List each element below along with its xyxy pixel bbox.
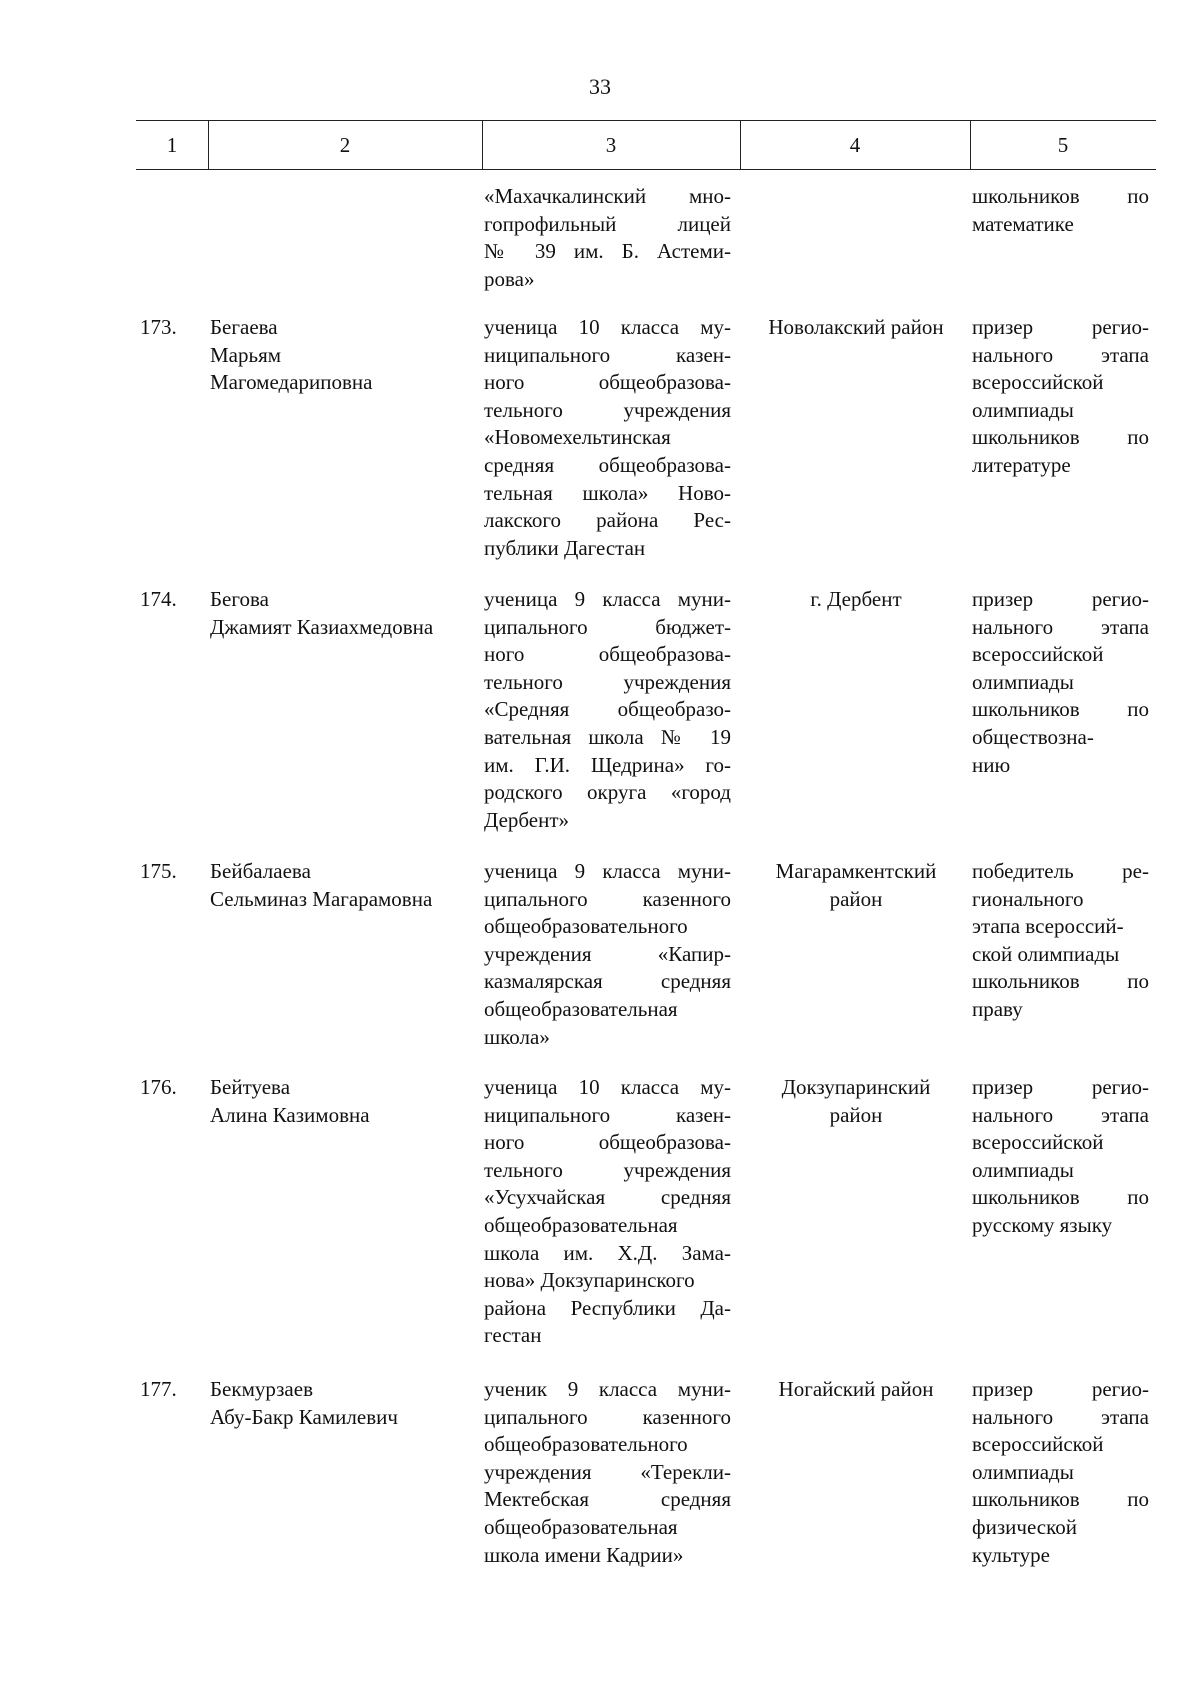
row-number: 174.	[140, 587, 177, 611]
award-cell	[972, 183, 1149, 238]
award-line: нального этапа	[972, 342, 1149, 367]
school-line: тельного учреждения	[484, 1157, 731, 1182]
school-line: общеобразовательная	[484, 1212, 678, 1237]
school-line: публики Дагестан	[484, 535, 646, 560]
award-cell	[972, 314, 1149, 480]
award-line: олимпиады	[972, 1459, 1074, 1484]
award-line: ской олимпиады	[972, 941, 1120, 966]
district-cell	[748, 858, 964, 913]
school-line: тельного учреждения	[484, 669, 731, 694]
school-line: Мектебская средняя	[484, 1487, 731, 1512]
name-line: Бейбалаева	[210, 859, 311, 883]
school-line: лакского района Рес-	[484, 508, 731, 533]
header-col-4: 4	[849, 133, 861, 157]
award-line: праву	[972, 996, 1023, 1021]
school-line: общеобразовательная	[484, 1514, 678, 1539]
school-line: ученица 10 класса му-	[484, 1075, 731, 1099]
name-line: Джамият Казиахмедовна	[210, 614, 434, 639]
school-line: ципального бюджет-	[484, 614, 731, 639]
award-line: школьников по	[972, 697, 1149, 722]
school-line: «Махачкалинский мно-	[484, 184, 731, 208]
name-line: Бекмурзаев	[210, 1377, 313, 1401]
name-line: Марьям	[210, 342, 282, 367]
district-cell	[748, 586, 964, 614]
award-line: нию	[972, 752, 1011, 777]
award-line: математике	[972, 211, 1074, 236]
school-line: общеобразовательного	[484, 1432, 688, 1457]
header-col-3: 3	[605, 133, 617, 157]
award-line: гионального	[972, 886, 1084, 911]
award-line: олимпиады	[972, 1157, 1074, 1182]
school-line: ного общеобразова-	[484, 370, 731, 395]
award-line: литературе	[972, 452, 1071, 477]
district-line: район	[829, 886, 883, 911]
school-line: ученица 9 класса муни-	[484, 587, 731, 611]
award-line: олимпиады	[972, 397, 1074, 422]
school-line: ученица 10 класса му-	[484, 315, 731, 339]
award-line: олимпиады	[972, 669, 1074, 694]
award-line: школьников по	[972, 969, 1149, 994]
school-line: ципального казенного	[484, 886, 731, 911]
school-line: школа имени Кадрии»	[484, 1542, 684, 1567]
school-line: средняя общеобразова-	[484, 452, 731, 477]
award-line: всероссийской	[972, 1432, 1104, 1457]
award-line: этапа всероссий-	[972, 914, 1124, 939]
school-cell	[484, 1074, 731, 1350]
school-line: нова» Докзупаринского	[484, 1268, 695, 1293]
school-line: школа им. Х.Д. Зама-	[484, 1240, 731, 1265]
row-number: 173.	[140, 315, 177, 339]
header-col-1: 1	[166, 133, 178, 157]
school-line: школа»	[484, 1024, 550, 1049]
district-cell	[748, 314, 964, 342]
school-line: им. Г.И. Щедрина» го-	[484, 752, 731, 777]
name-line: Алина Казимовна	[210, 1102, 370, 1127]
school-line: гестан	[484, 1323, 542, 1348]
school-line: рова»	[484, 266, 535, 291]
school-line: ученик 9 класса муни-	[484, 1377, 731, 1401]
school-line: тельная школа» Ново-	[484, 480, 731, 505]
page-number: 33	[589, 74, 611, 99]
district-line: г. Дербент	[810, 587, 902, 611]
name-line: Бегова	[210, 587, 269, 611]
award-cell	[972, 1074, 1149, 1240]
award-cell	[972, 858, 1149, 1024]
school-line: ниципального казен-	[484, 342, 731, 367]
school-line: «Новомехельтинская	[484, 425, 671, 450]
school-cell	[484, 314, 731, 562]
award-line: школьников по	[972, 425, 1149, 450]
school-line: ниципального казен-	[484, 1102, 731, 1127]
award-line: нального этапа	[972, 614, 1149, 639]
award-line: призер регио-	[972, 315, 1149, 339]
school-line: гопрофильный лицей	[484, 211, 731, 236]
award-line: победитель ре-	[972, 859, 1149, 883]
school-line: учреждения «Капир-	[484, 941, 731, 966]
school-line: ного общеобразова-	[484, 1130, 731, 1155]
school-line: тельного учреждения	[484, 397, 731, 422]
school-line: казмалярская средняя	[484, 969, 731, 994]
school-line: родского округа «город	[484, 780, 731, 805]
school-line: общеобразовательная	[484, 996, 678, 1021]
school-line: № 39 им. Б. Астеми-	[484, 239, 731, 264]
school-line: «Усухчайская средняя	[484, 1185, 731, 1210]
student-name-cell	[210, 314, 480, 397]
school-line: ученица 9 класса муни-	[484, 859, 731, 883]
award-line: нального этапа	[972, 1102, 1149, 1127]
school-cell	[484, 586, 731, 834]
school-line: «Средняя общеобразо-	[484, 697, 731, 722]
award-line: физической	[972, 1514, 1077, 1539]
district-cell	[748, 1074, 964, 1129]
school-line: ного общеобразова-	[484, 642, 731, 667]
name-line: Абу-Бакр Камилевич	[210, 1404, 398, 1429]
student-name-cell	[210, 1376, 480, 1431]
school-line: общеобразовательного	[484, 914, 688, 939]
award-line: призер регио-	[972, 1075, 1149, 1099]
name-line: Сельминаз Магарамовна	[210, 886, 433, 911]
district-line: район	[829, 1102, 883, 1127]
award-line: обществозна-	[972, 724, 1094, 749]
school-line: ципального казенного	[484, 1404, 731, 1429]
student-name-cell	[210, 586, 480, 641]
award-line: всероссийской	[972, 1130, 1104, 1155]
student-name-cell	[210, 1074, 480, 1129]
award-cell	[972, 1376, 1149, 1569]
name-line: Бейтуева	[210, 1075, 291, 1099]
award-line: всероссийской	[972, 642, 1104, 667]
award-line: призер регио-	[972, 1377, 1149, 1401]
district-line: Докзупаринский	[781, 1075, 931, 1099]
award-line: русскому языку	[972, 1212, 1113, 1237]
award-line: нального этапа	[972, 1404, 1149, 1429]
award-line: культуре	[972, 1542, 1050, 1567]
school-cell	[484, 1376, 731, 1569]
name-line: Бегаева	[210, 315, 278, 339]
name-line: Магомедариповна	[210, 370, 373, 395]
district-line: Новолакский район	[768, 315, 944, 339]
school-line: Дербент»	[484, 807, 570, 832]
award-line: всероссийской	[972, 370, 1104, 395]
row-number: 177.	[140, 1377, 177, 1401]
row-number: 175.	[140, 859, 177, 883]
award-line: школьников по	[972, 184, 1149, 208]
student-name-cell	[210, 858, 480, 913]
award-line: школьников по	[972, 1487, 1149, 1512]
district-line: Магарамкентский	[775, 859, 937, 883]
district-line: Ногайский район	[778, 1377, 934, 1401]
school-cell	[484, 858, 731, 1051]
header-col-5: 5	[1057, 133, 1069, 157]
table-header	[136, 120, 1156, 170]
school-line: учреждения «Терекли-	[484, 1459, 731, 1484]
header-col-2: 2	[339, 133, 351, 157]
school-cell	[484, 183, 731, 293]
school-line: вательная школа № 19	[484, 724, 731, 749]
award-line: призер регио-	[972, 587, 1149, 611]
district-cell	[748, 1376, 964, 1404]
school-line: района Республики Да-	[484, 1295, 731, 1320]
award-line: школьников по	[972, 1185, 1149, 1210]
row-number: 176.	[140, 1075, 177, 1099]
award-cell	[972, 586, 1149, 779]
